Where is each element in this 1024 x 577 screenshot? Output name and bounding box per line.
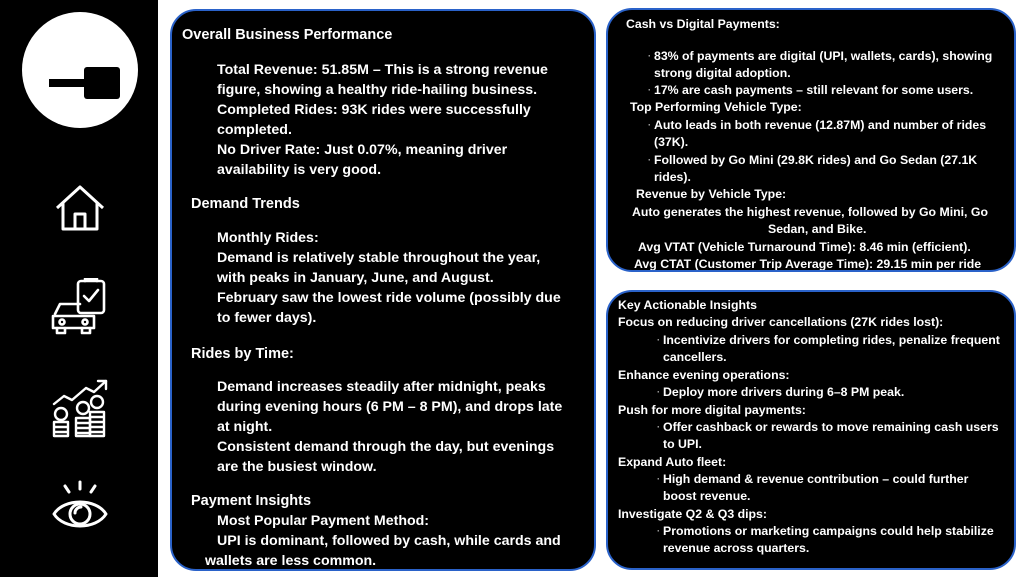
payment-title: Payment Insights [191,493,312,509]
insight-detail: to UPI. [663,437,702,451]
rides-time-line: are the busiest window. [217,459,377,475]
rides-time-line: Demand increases steadily after midnight, peaks [217,379,546,395]
logo-bar [49,79,89,87]
vehicle-line: rides). [654,170,691,184]
insight-detail: boost revenue. [663,489,751,503]
insight-heading: Investigate Q2 & Q3 dips: [618,507,767,521]
vehicle-line: · Auto leads in both revenue (12.87M) and number of rides [654,117,986,135]
insights-title: Key Actionable Insights [618,298,757,312]
insight-detail: · High demand & revenue contribution – could further [663,471,968,489]
cash-digital-line: · 17% are cash payments – still relevant for some users. [654,82,973,100]
cash-digital-line: · 83% of payments are digital (UPI, wallets, cards), showing [654,48,992,66]
cash-digital-title: Cash vs Digital Payments: [626,17,780,31]
insight-heading: Expand Auto fleet: [618,455,727,469]
actionable-insights-card [606,290,1016,570]
vtat-stat: Avg VTAT (Vehicle Turnaround Time): 8.46 min (efficient). [638,240,971,254]
revenue-vehicle-title: Revenue by Vehicle Type: [636,187,787,201]
insight-detail: · Promotions or marketing campaigns could help stabilize [663,523,994,541]
vehicle-title: Top Performing Vehicle Type: [630,100,802,114]
overall-line: figure, showing a healthy ride-hailing business. [217,82,538,98]
overall-line: Completed Rides: 93K rides were successfully [217,102,531,118]
rides-time-title: Rides by Time: [191,346,294,362]
insight-detail: cancellers. [663,350,727,364]
rides-time-line: Consistent demand through the day, but evenings [217,439,555,455]
demand-line: Demand is relatively stable throughout the year, [217,250,541,266]
ctat-stat: Avg CTAT (Customer Trip Average Time): 29.15 min per ride [634,257,982,271]
insight-detail: · Incentivize drivers for completing rides, penalize frequent [663,332,1000,350]
insight-detail: · Offer cashback or rewards to move remaining cash users [663,419,999,437]
payment-line: wallets are less common. [205,553,377,569]
business-performance-card [170,9,596,571]
demand-line: with peaks in January, June, and August. [217,270,494,286]
vehicle-line: (37K). [654,135,689,149]
payment-line: Most Popular Payment Method: [217,513,430,529]
eye-insights-icon[interactable] [50,478,110,538]
demand-line: Monthly Rides: [217,230,319,246]
insight-detail: revenue across quarters. [663,541,810,555]
demand-title: Demand Trends [191,196,300,212]
overall-title: Overall Business Performance [182,27,393,43]
insight-heading: Focus on reducing driver cancellations (27K rides lost): [618,315,944,329]
vehicle-line: · Followed by Go Mini (29.8K rides) and Go Sedan (27.1K [654,152,977,170]
insight-heading: Enhance evening operations: [618,368,790,382]
insight-heading: Push for more digital payments: [618,403,806,417]
rides-time-line: during evening hours (6 PM – 8 PM), and drops late [217,399,563,415]
insight-detail: · Deploy more drivers during 6–8 PM peak. [663,384,904,402]
payments-vehicle-card [606,8,1016,272]
uber-logo[interactable] [22,12,138,128]
logo-square [84,67,120,99]
demand-line: to fewer days). [217,310,317,326]
overall-line: No Driver Rate: Just 0.07%, meaning driver [217,142,508,158]
payment-line: UPI is dominant, followed by cash, while cards and [217,533,561,549]
cash-digital-line: strong digital adoption. [654,66,791,80]
rides-time-line: at night. [217,419,273,435]
sidebar [0,0,158,577]
demand-line: February saw the lowest ride volume (possibly due [217,290,561,306]
revenue-growth-icon[interactable] [50,378,110,438]
overall-line: completed. [217,122,292,138]
overall-line: availability is very good. [217,162,382,178]
revenue-vehicle-line: Auto generates the highest revenue, followed by Go Mini, Go [632,205,988,219]
revenue-vehicle-line: Sedan, and Bike. [768,222,867,236]
overall-line: Total Revenue: 51.85M – This is a strong revenue [217,62,548,78]
home-icon[interactable] [50,178,110,238]
car-checklist-icon[interactable] [50,278,110,338]
